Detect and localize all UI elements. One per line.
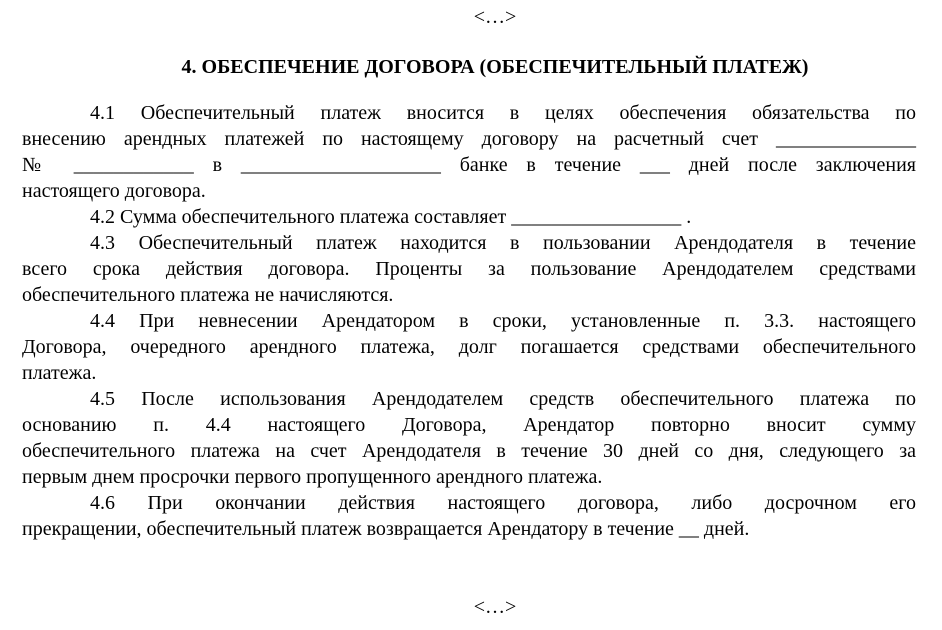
ellipsis-top: <…> <box>473 6 517 28</box>
paragraph-4-4 <box>22 308 916 386</box>
paragraph-line: 4.2 Сумма обеспечительного платежа составляет _________________ . <box>90 206 692 228</box>
paragraph-line: основанию п. 4.4 настоящего Договора, Арендатор повторно вносит сумму <box>22 414 916 436</box>
paragraph-line: прекращении, обеспечительный платеж возвращается Арендатору в течение __ дней. <box>22 518 750 540</box>
paragraph-line: 4.5 После использования Арендодателем средств обеспечительного платежа по <box>90 388 916 410</box>
paragraph-line: настоящего договора. <box>22 180 206 202</box>
paragraph-line: 4.4 При невнесении Арендатором в сроки, установленные п. 3.3. настоящего <box>90 310 916 332</box>
paragraph-line: внесению арендных платежей по настоящему договору на расчетный счет ______________ <box>22 128 916 150</box>
paragraph-4-6 <box>22 490 916 542</box>
paragraph-line: платежа. <box>22 362 97 384</box>
paragraph-line: Договора, очередного арендного платежа, долг погашается средствами обеспечительного <box>22 336 916 358</box>
paragraph-4-1 <box>22 100 916 204</box>
paragraph-line: обеспечительного платежа на счет Арендодателя в течение 30 дней со дня, следующего за <box>22 440 916 462</box>
paragraph-line: 4.1 Обеспечительный платеж вносится в целях обеспечения обязательства по <box>90 102 916 124</box>
paragraph-4-3 <box>22 230 916 308</box>
ellipsis-bottom: <…> <box>473 596 517 618</box>
paragraph-4-5 <box>22 386 916 490</box>
paragraph-line: 4.3 Обеспечительный платеж находится в пользовании Арендодателя в течение <box>90 232 916 254</box>
paragraph-line: всего срока действия договора. Проценты за пользование Арендодателем средствами <box>22 258 916 280</box>
paragraph-4-2 <box>22 204 916 230</box>
paragraph-line: обеспечительного платежа не начисляются. <box>22 284 394 306</box>
paragraph-line: 4.6 При окончании действия настоящего договора, либо досрочном его <box>90 492 916 514</box>
document-body <box>22 100 916 542</box>
paragraph-line: первым днем просрочки первого пропущенного арендного платежа. <box>22 466 603 488</box>
paragraph-line: № ____________ в ____________________ банке в течение ___ дней после заключения <box>22 154 916 176</box>
section-title: 4. ОБЕСПЕЧЕНИЕ ДОГОВОРА (ОБЕСПЕЧИТЕЛЬНЫЙ ПЛАТЕЖ) <box>181 56 809 78</box>
